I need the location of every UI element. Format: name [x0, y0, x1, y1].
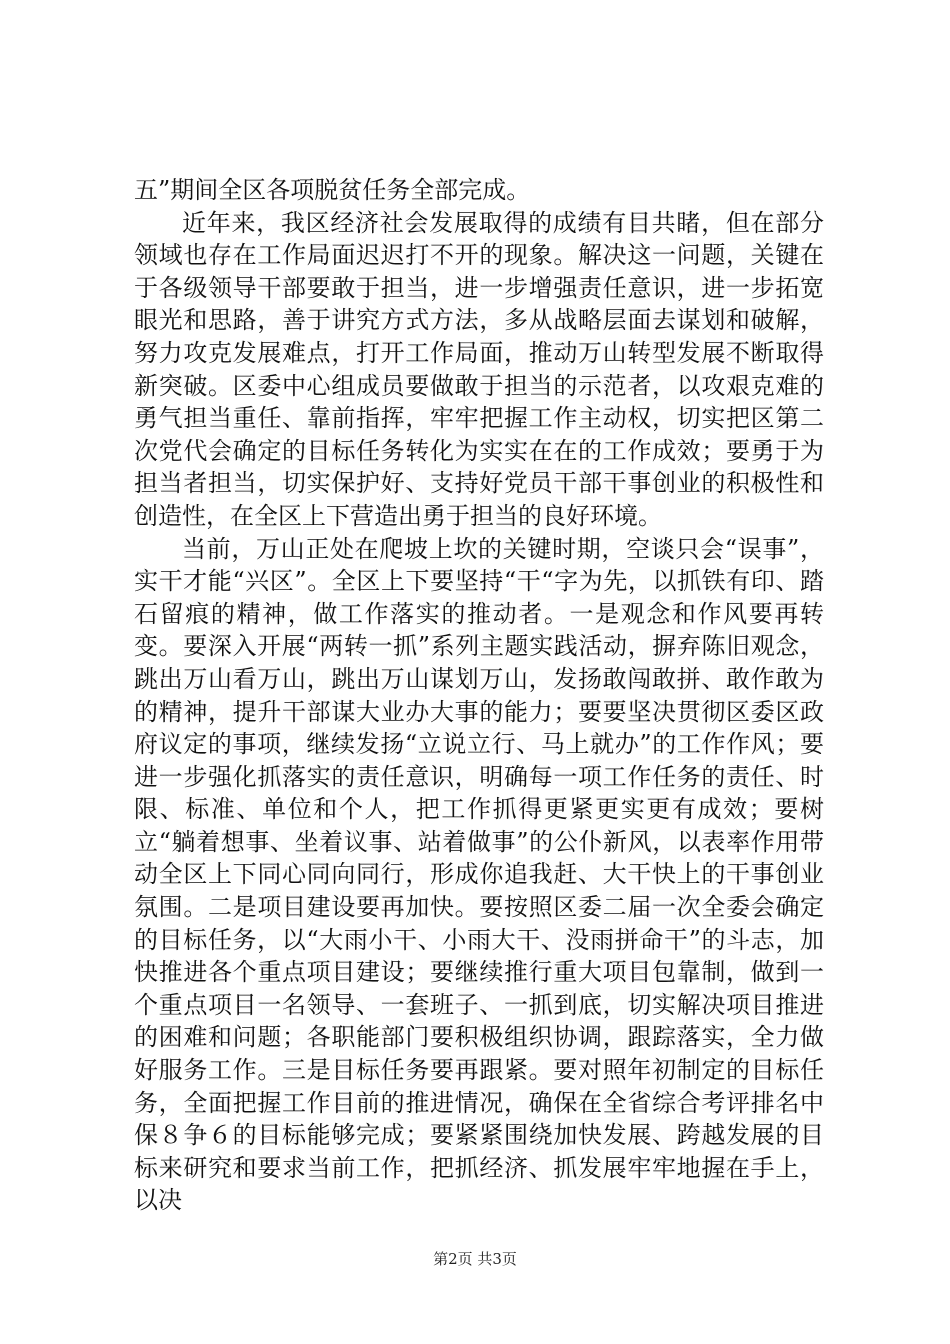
- paragraph-continuation: 五”期间全区各项脱贫任务全部完成。: [134, 176, 531, 204]
- document-body: [134, 174, 824, 1217]
- paragraph-implementation: 当前，万山正处在爬坡上坎的关键时期，空谈只会“误事”，实干才能“兴区”。全区上下要坚持“干“字为先，以抓铁有印、踏石留痕的精神，做工作落实的推动者。一是观念和作风要再转变。要深入开展“两转一抓”系列主题实践活动，摒弃陈旧观念，跳出万山看万山，跳出万山谋划万山，发扬敢闯敢拼、敢作敢为的精神，提升干部谋大业办大事的能力；要要坚决贯彻区委区政府议定的事项，继续发扬“立说立行、马上就办”的工作作风；要进一步强化抓落实的责任意识，明确每一项工作任务的责任、时限、标准、单位和个人，把工作抓得更紧更实更有成效；要树立“躺着想事、坐着议事、站着做事”的公仆新风，以表率作用带动全区上下同心同向同行，形成你追我赶、大干快上的干事创业氛围。二是项目建设要再加快。要按照区委二届一次全委会确定的目标任务，以“大雨小干、小雨大干、没雨拼命干”的斗志，加快推进各个重点项目建设；要继续推行重大项目包靠制，做到一个重点项目一名领导、一套班子、一抓到底，切实解决项目推进的困难和问题；各职能部门要积极组织协调，跟踪落实，全力做好服务工作。三是目标任务要再跟紧。要对照年初制定的目标任务，全面把握工作目前的推进情况，确保在全省综合考评排名中保８争６的目标能够完成；要紧紧围绕加快发展、跨越发展的目标来研究和要求当前工作，把抓经济、抓发展牢牢地握在手上，以决: [134, 534, 824, 1215]
- paragraph-responsibility: 近年来，我区经济社会发展取得的成绩有目共睹，但在部分领域也存在工作局面迟迟打不开的现象。解决这一问题，关键在于各级领导干部要敢于担当，进一步增强责任意识，进一步拓宽眼光和思路，善于讲究方式方法，多从战略层面去谋划和破解，努力攻克发展难点，打开工作局面，推动万山转型发展不断取得新突破。区委中心组成员要做敢于担当的示范者，以攻艰克难的勇气担当重任、靠前指挥，牢牢把握工作主动权，切实把区第二次党代会确定的目标任务转化为实实在在的工作成效；要勇于为担当者担当，切实保护好、支持好党员干部干事创业的积极性和创造性，在全区上下营造出勇于担当的良好环境。: [134, 208, 824, 530]
- page-number-footer: 第2页 共3页: [433, 1250, 517, 1268]
